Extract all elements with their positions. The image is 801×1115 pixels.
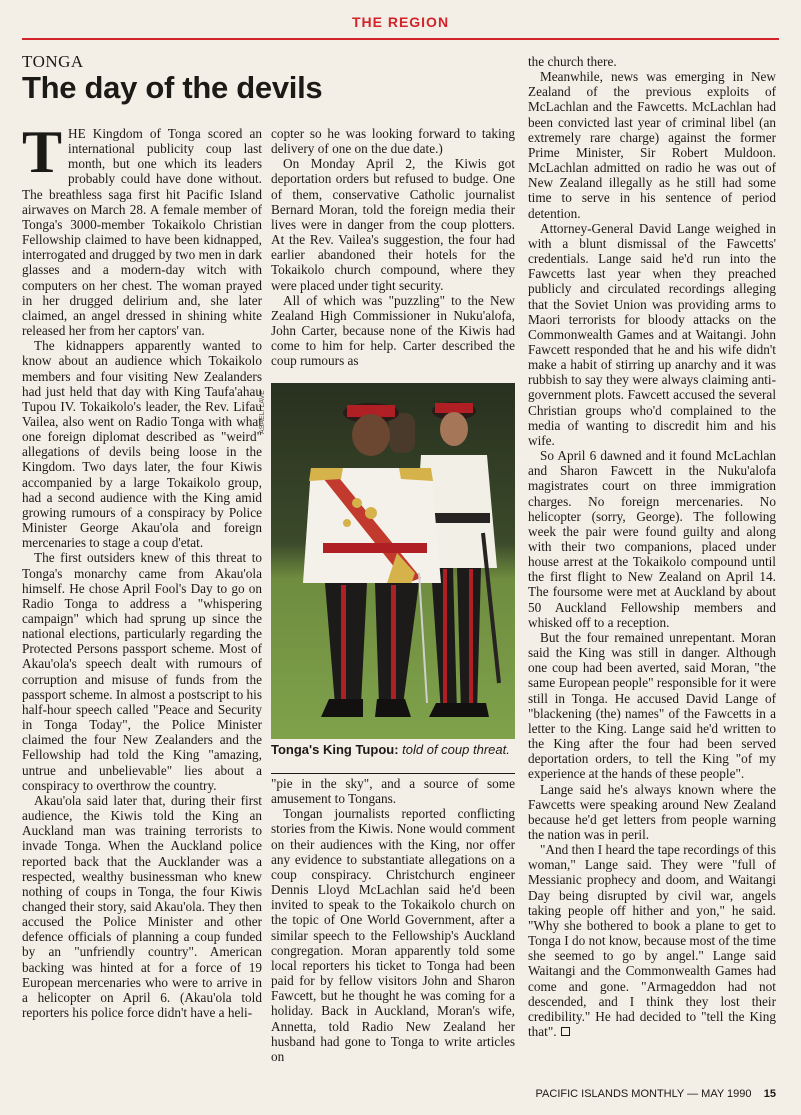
paragraph: Tongan journalists reported conflicting stories from the Kiwis. None would comment on their audiences with the King, nor offer any evidence to substantiate allegations on a coup conspiracy. Christchurch engineer Dennis Lloyd McLachlan said he'd been invited to speak to the Tokaikolo church on the topic of One World Government, after a similar speech to the Fellowship's Auckland congregation. Moran apparently told some local reporters his ticket to Tonga had been paid for by fellow visitors John and Sharon Fawcett, but he thought he was coming for a holiday. Back in Auckland, Moran's wife, Annetta, told Radio New Zealand her husband had gone to Tonga to write articles on [271, 806, 515, 1064]
column-2-top [271, 126, 515, 378]
header-rule [22, 38, 779, 40]
paragraph: The first outsiders knew of this threat to Tonga's monarchy came from Akau'ola himself. He chose April Fool's Day to go on Radio Tonga to address a "whispering campaign" which had sprung up since the national elections, particularly regarding the Protected Persons passport scheme. Most of Akau'ola's speech dealt with rumours of corruption and misuse of funds from the passport scheme. In almost a postscript to his half-hour speech called "Peace and Security in Tonga Today", the Police Minister claimed the four New Zealanders and the Fellowship had told the King "amazing, untrue and unbelievable" lies about a conspiracy to overthrow the country. [22, 550, 262, 793]
paragraph: Lange said he's always known where the Fawcetts were speaking around New Zealand because he'd get letters from people warning the nation was in peril. [528, 781, 776, 842]
section-header: THE REGION [351, 14, 450, 30]
footer [528, 1088, 776, 1100]
headline: The day of the devils [22, 70, 323, 105]
caption-bold: Tonga's King Tupou: [271, 742, 399, 757]
caption-italic: told of coup threat. [402, 742, 510, 757]
paragraph: But the four remained unrepentant. Moran said the King was still in danger. Although one coup had been averted, said Moran, "the same European people" responsible for it were still in Tonga. He accused David Lange of "blackening (the) names" of the Fawcetts in a letter to the King. Lange said he'd written to the King after the four had been served deportation orders, to tell the King "of my experience at the hands of these people". [528, 629, 776, 782]
kicker: TONGA [22, 52, 84, 71]
paragraph: Attorney-General David Lange weighed in with a blunt dismissal of the Fawcetts' credentials. Lange said he'd run into the Fawcetts last year when they preached publicly and circulated recordings alleging that the Soviet Union was providing arms to Maori terrorists for bloody attacks on the Commonwealth Games and at Waitangi. John Fawcett responded that he and his wife didn't make a habit of stirring up anarchy and it was rubbish to say they were always claiming anti-government plots. Fawcett accused the several Christian groups who'd complained to the media of wanting to discredit him and his wife. [528, 220, 776, 448]
paragraph: Meanwhile, news was emerging in New Zealand of the previous exploits of McLachlan and the Fawcetts. McLachlan had been convicted last year of criminal libel (an extremely rare charge) against the former Prime Minister, Sir Robert Muldoon. McLachlan admitted on radio he was out of New Zealand illegally as he still had some time to serve in his sentence of period detention. [528, 69, 776, 221]
paragraph: THE Kingdom of Tonga scored an international publicity coup last month, but one which its leaders probably could have done without. The breathless saga first hit Pacific Island airwaves on March 28. A female member of Tonga's 3000-member Tokaikolo Christian Fellowship claimed to have been kidnapped, interrogated and drugged by two men in dark glasses and a modern-day witch with computers on her chest. The woman prayed in her drugged delirium and, she later claimed, an angel dressed in shining white released her from her captors' van. [22, 126, 262, 339]
paragraph: Akau'ola said later that, during their first audience, the Kiwis told the King an Auckland man was training terrorists to invade Tonga. When the Auckland police reported back that the Aucklander was a respected, wealthy businessman who knew nothing of coups in Tonga, the four Kiwis changed their story, said Akau'ola. They then accused the Police Minister and other defence officials of planning a coup funded by an "unfriendly country". American backing was hinted at for a force of 19 European mercenaries who were to arrive in a helicopter on April 6. (Akau'ola told reporters his police force didn't have a heli- [22, 792, 262, 1021]
photo-credit: ASAELI LAVE [259, 390, 266, 434]
paragraph: The kidnappers apparently wanted to know about an audience which Tokaikolo members and four visiting New Zealanders had just held that day with King Taufa'ahau Tupou IV. Tokaikolo's leader, the Rev. Lifau Vailea, also went on Radio Tonga with what one foreign diplomat described as "weird" allegations of devils being loose in the Kingdom. Two days later, the four Kiwis accompanied by a large Tokaikolo group, had a second audience with the King amid growing rumours of a conspiracy by Police Minister George Akau'ola and foreign mercenaries to stage a coup d'etat. [22, 338, 262, 551]
paragraph: So April 6 dawned and it found McLachlan and Sharon Fawcett in the Nuku'alofa magistrates court on three immigration charges. No foreign mercenaries. No helicopter (sorry, George). The following week the pair were found guilty and along with their two companions, placed under house arrest at the Tokaikolo compound until the first flight to New Zealand on April 14. The foursome were met at Auckland by about 50 Auckland Fellowship members and whisked off to a reception. [528, 448, 776, 630]
page-number: 15 [763, 1088, 776, 1100]
paragraph: the church there. [528, 54, 617, 69]
paragraph: All of which was "puzzling" to the New Zealand High Commissioner in Nuku'alofa, John Carter, because none of the Kiwis had come to him for help. Carter described the coup rumours as [271, 292, 515, 369]
column-3 [528, 54, 776, 1082]
photo-caption [271, 742, 515, 757]
column-2-bottom [271, 776, 515, 1082]
footer-publication: PACIFIC ISLANDS MONTHLY — MAY 1990 [535, 1088, 752, 1100]
caption-rule [271, 773, 515, 774]
paragraph: On Monday April 2, the Kiwis got deportation orders but refused to budge. One of them, conservative Catholic journalist Bernard Moran, told the foreign media their lives were in danger from the coup plotters. At the Rev. Vailea's suggestion, the four had earlier abandoned their hotels for the Tokaikolo church compound, where they were placed under tight security. [271, 156, 515, 293]
column-1 [22, 126, 262, 1082]
paragraph: "pie in the sky", and a source of some amusement to Tongans. [271, 776, 515, 807]
paragraph: "And then I heard the tape recordings of this woman," Lange said. They were "full of Messianic prophecy and doom, and Waitangi Day being disrupted by civil war, angels taking people off hither and yon," he said. "Why she bothered to book a plane to get to Tonga I do not know, because most of the time she seemed to go by angel." Lange said Waitangi and the Commonwealth Games had come and gone. "Armageddon had not descended, and I think they lost their credibility." He had decided to "tell the King that". [528, 842, 776, 1039]
photo-king-tupou [271, 383, 515, 739]
drop-cap: T [22, 126, 63, 185]
end-of-article-icon [561, 1027, 570, 1036]
paragraph: copter so he was looking forward to taking delivery of one on the due date.) [271, 126, 515, 157]
